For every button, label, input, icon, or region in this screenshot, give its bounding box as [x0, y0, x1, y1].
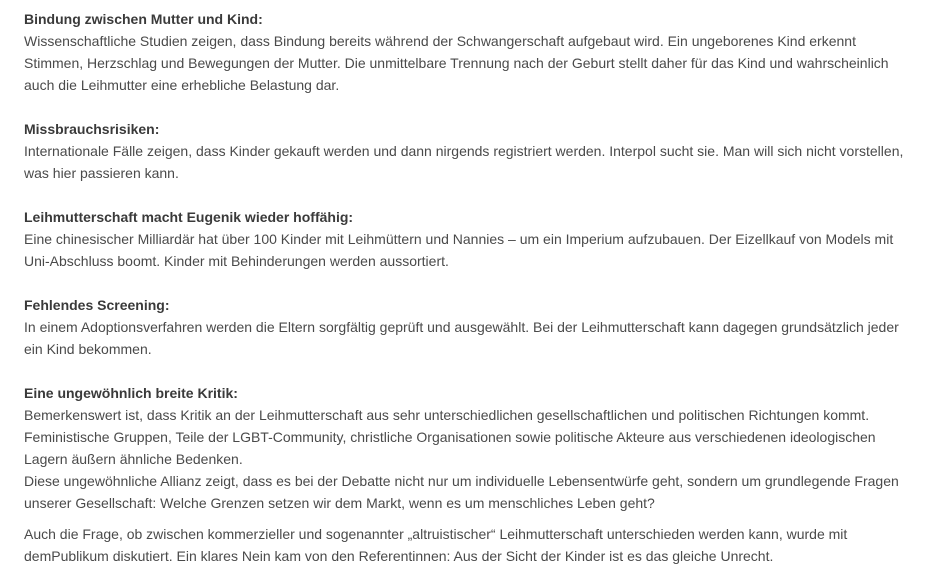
section-breite-kritik: [24, 382, 914, 514]
closing-paragraph: Auch die Frage, ob zwischen kommerzieller und sogenannter „altruistischer“ Leihmutterschaft unterschieden werden kann, wurde mit demPublikum diskutiert. Ein klares Nein kam von den Referentinnen: Aus der Sicht der Kinder ist es das gleiche Unrecht.: [24, 526, 848, 564]
section-paragraph: Bemerkenswert ist, dass Kritik an der Leihmutterschaft aus sehr unterschiedlichen gesellschaftlichen und politischen Richtungen kommt. Feministische Gruppen, Teile der LGBT-Community, christliche Organisationen sowie politische Akteure aus verschiedenen ideologischen Lagern äußern ähnliche Bedenken.: [24, 407, 876, 467]
section-paragraph: Wissenschaftliche Studien zeigen, dass Bindung bereits während der Schwangerschaft aufgebaut wird. Ein ungeborenes Kind erkennt Stimmen, Herzschlag und Bewegungen der Mutter. Die unmittelbare Trennung nach der Geburt stellt daher für das Kind und wahrscheinlich auch die Leihmutter eine erhebliche Belastung dar.: [24, 33, 889, 93]
section-title: Bindung zwischen Mutter und Kind:: [24, 11, 263, 27]
section-title: Fehlendes Screening:: [24, 297, 170, 313]
section-missbrauchsrisiken: [24, 118, 914, 184]
section-title: Eine ungewöhnlich breite Kritik:: [24, 385, 238, 401]
section-bindung: [24, 8, 914, 96]
article-body: [24, 8, 914, 567]
section-paragraph: Internationale Fälle zeigen, dass Kinder gekauft werden und dann nirgends registriert werden. Interpol sucht sie. Man will sich nicht vorstellen, was hier passieren kann.: [24, 143, 904, 181]
section-eugenik: [24, 206, 914, 272]
section-paragraph: In einem Adoptionsverfahren werden die Eltern sorgfältig geprüft und ausgewählt. Bei der Leihmutterschaft kann dagegen grundsätzlich jeder ein Kind bekommen.: [24, 319, 899, 357]
section-paragraph: Diese ungewöhnliche Allianz zeigt, dass es bei der Debatte nicht nur um individuelle Lebensentwürfe geht, sondern um grundlegende Fragen unserer Gesellschaft: Welche Grenzen setzen wir dem Markt, wenn es um menschliches Leben geht?: [24, 473, 899, 511]
section-title: Leihmutterschaft macht Eugenik wieder hoffähig:: [24, 209, 354, 225]
section-screening: [24, 294, 914, 360]
section-title: Missbrauchsrisiken:: [24, 121, 160, 137]
section-paragraph: Eine chinesischer Milliardär hat über 100 Kinder mit Leihmüttern und Nannies – um ein Imperium aufzubauen. Der Eizellkauf von Models mit Uni-Abschluss boomt. Kinder mit Behinderungen werden aussortiert.: [24, 231, 894, 269]
